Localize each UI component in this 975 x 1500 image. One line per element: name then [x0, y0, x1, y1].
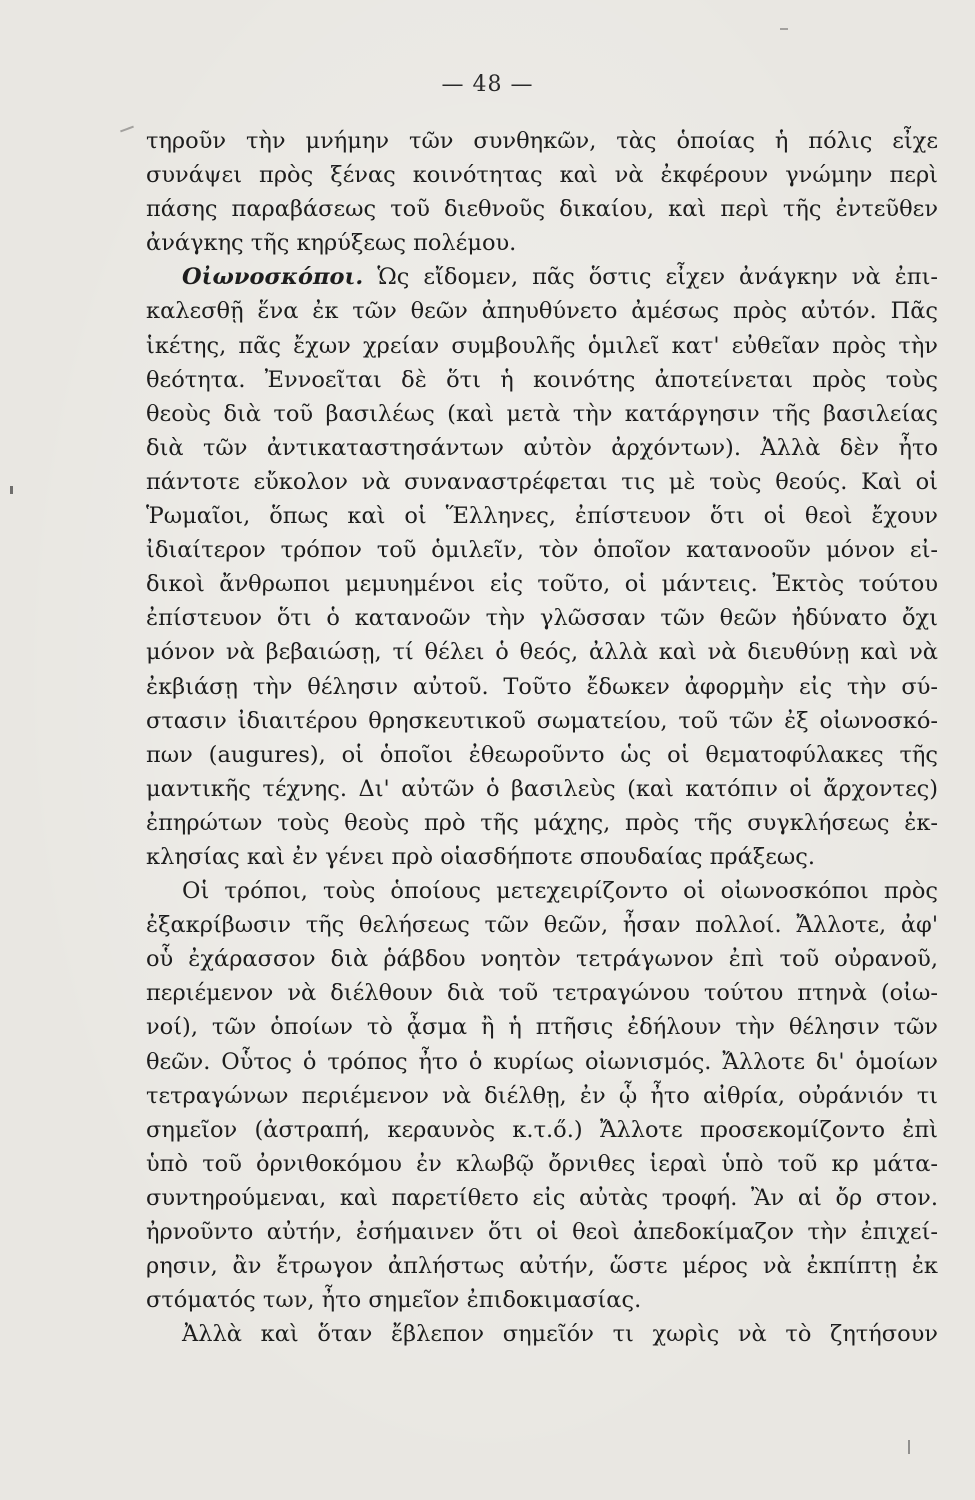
page-number: — 48 —: [441, 72, 534, 97]
ink-speck: [120, 126, 134, 133]
text-line: συντηρούμεναι, καὶ παρετίθετο εἰς αὐτὰς τροφή. Ἂν αἱ ὄρ στον.: [146, 1184, 938, 1211]
text-line: στασιν ἰδιαιτέρου θρησκευτικοῦ σωματείου, τοῦ τῶν ἐξ οἰωνοσκό-: [146, 707, 938, 734]
paragraph: [146, 874, 938, 1317]
text-line: Ῥωμαῖοι, ὅπως καὶ οἱ Ἕλληνες, ἐπίστευον ὅτι οἱ θεοὶ ἔχουν: [146, 503, 938, 530]
text-line: περιέμενον νὰ διέλθουν διὰ τοῦ τετραγώνου τούτου πτηνὰ (οἰω-: [146, 980, 938, 1007]
text-line: διὰ τῶν ἀντικαταστησάντων αὐτὸν ἀρχόντων). Ἀλλὰ δὲν ἦτο: [146, 434, 938, 461]
text-line: θεοὺς διὰ τοῦ βασιλέως (καὶ μετὰ τὴν κατάργησιν τῆς βασιλείας: [146, 400, 938, 427]
text-line: Οἱ τρόποι, τοὺς ὁποίους μετεχειρίζοντο οἱ οἰωνοσκόποι πρὸς: [182, 878, 938, 905]
text-line: θεότητα. Ἐννοεῖται δὲ ὅτι ἡ κοινότης ἀποτείνεται πρὸς τοὺς: [146, 366, 938, 393]
text-line: ἰδιαίτερον τρόπον τοῦ ὁμιλεῖν, τὸν ὁποῖον κατανοοῦν μόνον εἰ-: [146, 537, 938, 564]
text-line: ὑπὸ τοῦ ὀρνιθοκόμου ἐν κλωβῷ ὄρνιθες ἱεραὶ ὑπὸ τοῦ κρ μάτα-: [146, 1150, 938, 1177]
text-line: δικοὶ ἄνθρωποι μεμυημένοι εἰς τοῦτο, οἱ μάντεις. Ἐκτὸς τούτου: [146, 571, 938, 598]
text-line: πων (augures), οἱ ὁποῖοι ἐθεωροῦντο ὡς οἱ θεματοφύλακες τῆς: [146, 741, 938, 768]
text-line: ἐξακρίβωσιν τῆς θελήσεως τῶν θεῶν, ἦσαν πολλοί. Ἄλλοτε, ἀφ': [146, 912, 938, 939]
text-line: συνάψει πρὸς ξένας κοινότητας καὶ νὰ ἐκφέρουν γνώμην περὶ: [146, 162, 938, 189]
text-line: Ἀλλὰ καὶ ὅταν ἔβλεπον σημεῖόν τι χωρὶς νὰ τὸ ζητήσουν: [182, 1321, 938, 1348]
text-line: ἐπηρώτων τοὺς θεοὺς πρὸ τῆς μάχης, πρὸς τῆς συγκλήσεως ἐκ-: [146, 809, 938, 836]
text-line: πάσης παραβάσεως τοῦ διεθνοῦς δικαίου, καὶ περὶ τῆς ἐντεῦθεν: [146, 196, 938, 223]
text-line: τετραγώνων περιέμενον νὰ διέλθῃ, ἐν ᾧ ἦτο αἰθρία, οὐράνιόν τι: [146, 1082, 938, 1109]
text-line: ἀνάγκης τῆς κηρύξεως πολέμου.: [146, 230, 517, 257]
paragraph: [146, 124, 938, 260]
text-line: θεῶν. Οὗτος ὁ τρόπος ἦτο ὁ κυρίως οἰωνισμός. Ἄλλοτε δι' ὁμοίων: [146, 1048, 938, 1075]
text-line: ἱκέτης, πᾶς ἔχων χρείαν συμβουλῆς ὁμιλεῖ κατ' εὐθεῖαν πρὸς τὴν: [146, 332, 938, 359]
text-line: οὗ ἐχάρασσον διὰ ῥάβδου νοητὸν τετράγωνον ἐπὶ τοῦ οὐρανοῦ,: [146, 946, 938, 973]
text-line: ἐκβιάσῃ τὴν θέλησιν αὐτοῦ. Τοῦτο ἔδωκεν ἀφορμὴν εἰς τὴν σύ-: [146, 673, 938, 700]
text-line: μόνον νὰ βεβαιώσῃ, τί θέλει ὁ θεός, ἀλλὰ καὶ νὰ διευθύνῃ καὶ νὰ: [146, 639, 938, 666]
text-line: ἐπίστευον ὅτι ὁ κατανοῶν τὴν γλῶσσαν τῶν θεῶν ἠδύνατο ὄχι: [146, 605, 938, 632]
paragraph: [146, 260, 938, 874]
section-heading-line: [146, 260, 938, 294]
text-line: τηροῦν τὴν μνήμην τῶν συνθηκῶν, τὰς ὁποίας ἡ πόλις εἶχε: [146, 128, 938, 154]
text-line-rest: Ὡς εἴδομεν, πᾶς ὅστις εἶχεν ἀνάγκην νὰ ἐπι-: [363, 264, 938, 291]
section-heading: Οἰωνοσκόποι.: [182, 264, 364, 291]
ink-speck: [10, 486, 13, 494]
ink-speck: [908, 1440, 910, 1454]
body-text: [146, 124, 938, 1351]
ink-speck: [780, 28, 788, 30]
text-line: ἠρνοῦντο αὐτήν, ἐσήμαινεν ὅτι οἱ θεοὶ ἀπεδοκίμαζον τὴν ἐπιχεί-: [146, 1219, 938, 1245]
text-line: μαντικῆς τέχνης. Δι' αὐτῶν ὁ βασιλεὺς (καὶ κατόπιν οἱ ἄρχοντες): [146, 775, 938, 802]
text-line: καλεσθῇ ἕνα ἐκ τῶν θεῶν ἀπηυθύνετο ἀμέσως πρὸς αὐτόν. Πᾶς: [146, 298, 938, 325]
text-line: σημεῖον (ἀστραπή, κεραυνὸς κ.τ.ő.) Ἄλλοτε προσεκομίζοντο ἐπὶ: [146, 1116, 938, 1143]
text-line: κλησίας καὶ ἐν γένει πρὸ οἱασδήποτε σπουδαίας πράξεως.: [146, 843, 815, 870]
text-line: πάντοτε εὔκολον νὰ συναναστρέφεται τις μὲ τοὺς θεούς. Καὶ οἱ: [146, 468, 938, 495]
text-line: ρησιν, ἂν ἔτρωγον ἀπλήστως αὐτήν, ὥστε μέρος νὰ ἐκπίπτῃ ἐκ: [146, 1253, 938, 1280]
text-line: νοί), τῶν ὁποίων τὸ ᾆσμα ἢ ἡ πτῆσις ἐδήλουν τὴν θέλησιν τῶν: [146, 1014, 938, 1041]
paragraph: [146, 1317, 938, 1351]
text-line: στόματός των, ἦτο σημεῖον ἐπιδοκιμασίας.: [146, 1287, 642, 1314]
